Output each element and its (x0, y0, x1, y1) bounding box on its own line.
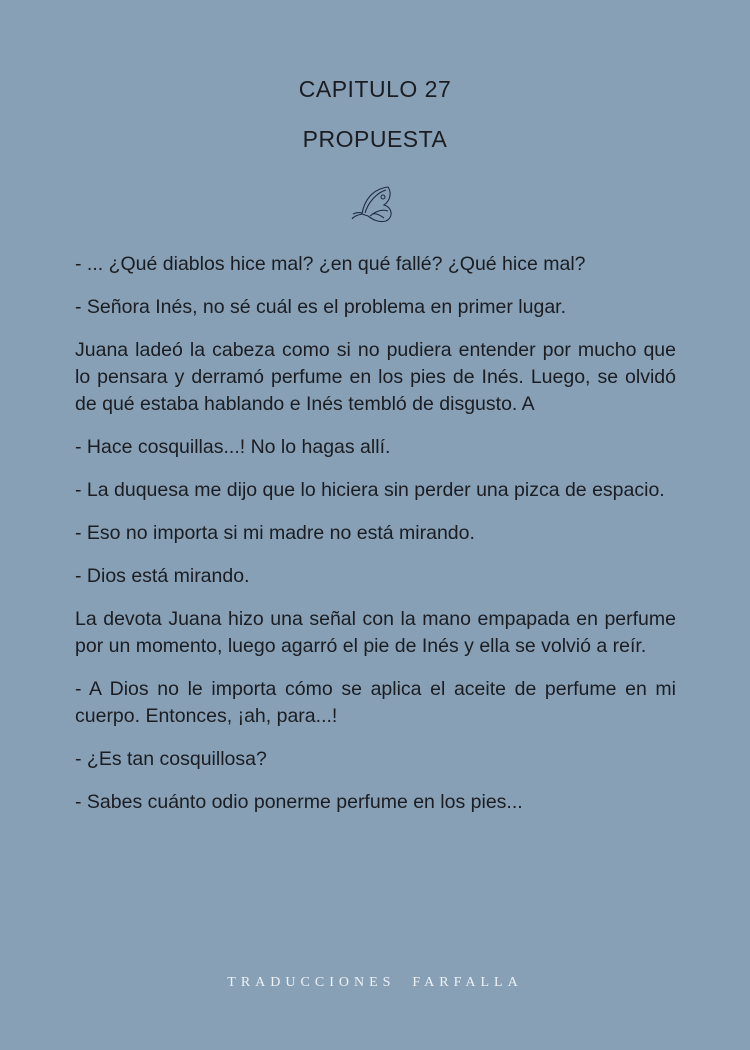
chapter-title: PROPUESTA (302, 126, 448, 152)
paragraph: Juana ladeó la cabeza como si no pudiera entender por mucho que lo pensara y derramó perfume en los pies de Inés. Luego, se olvidó de qué estaba hablando e Inés tembló de disgusto. A (75, 339, 676, 415)
translator-credit: TRADUCCIONES FARFALLA (227, 975, 523, 990)
paragraph: - Eso no importa si mi madre no está mirando. (75, 522, 475, 544)
chapter-body (75, 251, 676, 832)
paragraph: - ... ¿Qué diablos hice mal? ¿en qué fallé? ¿Qué hice mal? (75, 253, 586, 275)
paragraph: - Hace cosquillas...! No lo hagas allí. (75, 436, 391, 458)
paragraph: - ¿Es tan cosquillosa? (75, 748, 267, 770)
chapter-number: CAPITULO 27 (298, 76, 452, 102)
paragraph: - Dios está mirando. (75, 565, 250, 587)
paragraph: - Sabes cuánto odio ponerme perfume en los pies... (75, 791, 523, 813)
paragraph: - A Dios no le importa cómo se aplica el aceite de perfume en mi cuerpo. Entonces, ¡ah, para...! (75, 678, 676, 727)
paragraph: La devota Juana hizo una señal con la mano empapada en perfume por un momento, luego agarró el pie de Inés y ella se volvió a reír. (75, 608, 676, 657)
paragraph: - Señora Inés, no sé cuál es el problema en primer lugar. (75, 296, 567, 318)
butterfly-icon (350, 183, 398, 225)
paragraph: - La duquesa me dijo que lo hiciera sin perder una pizca de espacio. (75, 479, 665, 501)
